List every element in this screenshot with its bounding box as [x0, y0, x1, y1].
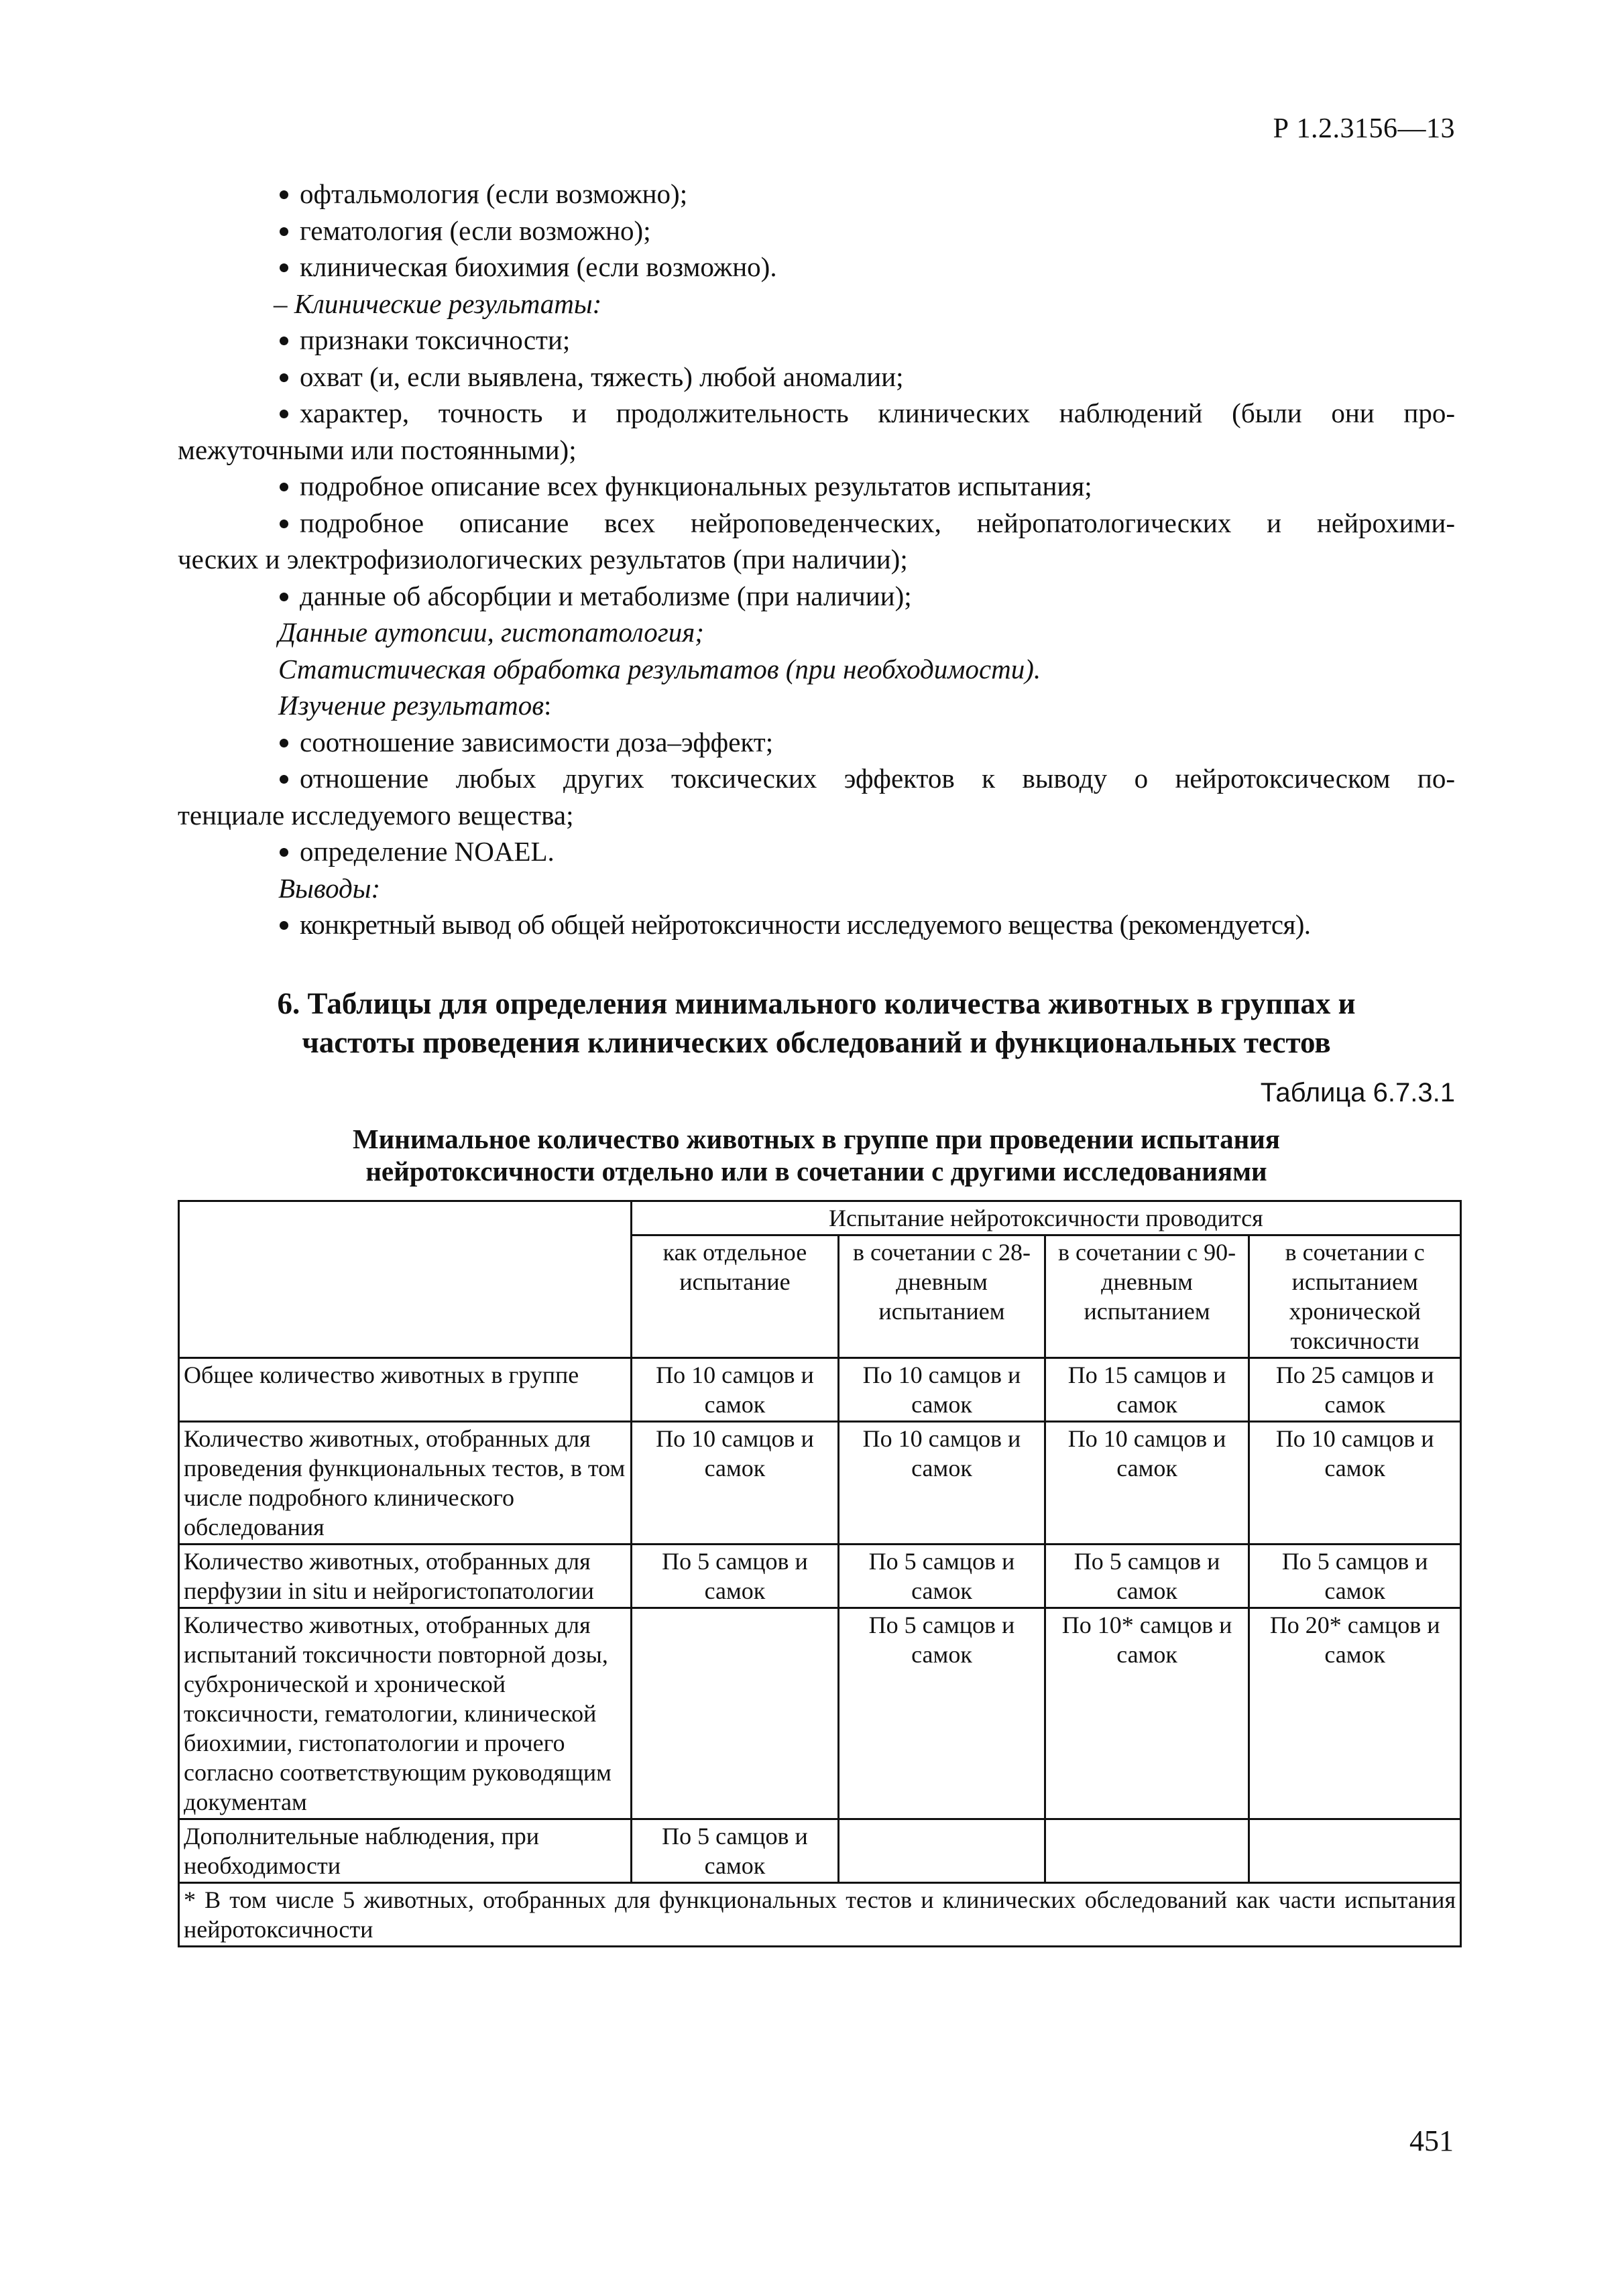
table-cell: [631, 1608, 838, 1819]
study-results-heading: [178, 687, 1455, 724]
bullet-item: [178, 833, 1455, 870]
column-header: в сочетании с 28-дневным испытанием: [839, 1235, 1045, 1358]
bullet-text: определение NOAEL.: [300, 836, 555, 867]
bullet-text: конкретный вывод об общей нейротоксичности исследуемого вещества (рекомендуется).: [300, 909, 1311, 940]
bullet-text: отношение любых других токсических эффектов к выводу о нейротоксическом по-: [300, 763, 1455, 794]
page-number: 451: [1409, 2124, 1454, 2157]
study-results-heading-text: Изучение результатов: [278, 690, 544, 721]
bullet-text: охват (и, если выявлена, тяжесть) любой аномалии;: [300, 361, 904, 392]
table-cell: По 5 самцов и самок: [631, 1819, 838, 1883]
table-row: [179, 1545, 1461, 1608]
bullet-item: [178, 760, 1455, 797]
bullet-item: [178, 468, 1455, 505]
table-title-line: нейротоксичности отдельно или в сочетании с другими исследованиями: [365, 1156, 1267, 1187]
body-text: [178, 176, 1455, 943]
statistics-heading: Статистическая обработка результатов (при необходимости).: [278, 653, 1041, 684]
column-header: в сочетании с испытанием хронической токсичности: [1249, 1235, 1461, 1358]
column-header: в сочетании с 90-дневным испытанием: [1045, 1235, 1249, 1358]
table-cell: По 5 самцов и самок: [1045, 1545, 1249, 1608]
table-cell: По 10 самцов и самок: [1249, 1422, 1461, 1545]
continuation-line: тенциале исследуемого вещества;: [178, 799, 574, 831]
table-label: Таблица 6.7.3.1: [1260, 1078, 1455, 1107]
bullet-text: подробное описание всех функциональных результатов испытания;: [300, 471, 1092, 501]
animal-count-table: [178, 1200, 1462, 1947]
row-label: Количество животных, отобранных для испытаний токсичности повторной дозы, субхронической и хронической токсичности, гематологии, клинической биохимии, гистопатологии и прочего согласно соответствующим руководящим документам: [179, 1608, 632, 1819]
table-cell: По 5 самцов и самок: [839, 1608, 1045, 1819]
bullet-item: [178, 322, 1455, 359]
table-row: [179, 1608, 1461, 1819]
table-row: [179, 1358, 1461, 1422]
table-cell: [839, 1819, 1045, 1883]
table-cell: По 10 самцов и самок: [839, 1358, 1045, 1422]
bullet-item: [178, 176, 1455, 213]
table-cell: По 25 самцов и самок: [1249, 1358, 1461, 1422]
table-cell: По 5 самцов и самок: [1249, 1545, 1461, 1608]
group-header-cell: Испытание нейротоксичности проводится: [631, 1201, 1460, 1235]
section-title-line: частоты проведения клинических обследований и функциональных тестов: [302, 1026, 1331, 1059]
empty-corner-cell: [179, 1201, 632, 1358]
table-footnote: * В том числе 5 животных, отобранных для функциональных тестов и клинических обследований как части испытания нейротоксичности: [179, 1883, 1461, 1947]
table-cell: [1249, 1819, 1461, 1883]
row-label: Дополнительные наблюдения, при необходимости: [179, 1819, 632, 1883]
table-title: [178, 1123, 1455, 1187]
table-header-row: [179, 1201, 1461, 1235]
table-cell: По 15 самцов и самок: [1045, 1358, 1249, 1422]
table-row: [179, 1819, 1461, 1883]
table-cell: По 10 самцов и самок: [1045, 1422, 1249, 1545]
column-header: как отдельное испытание: [631, 1235, 838, 1358]
table-title-line: Минимальное количество животных в группе при проведении испытания: [352, 1124, 1280, 1154]
continuation-line: ческих и электрофизиологических результатов (при наличии);: [178, 544, 908, 575]
bullet-text: гематология (если возможно);: [300, 215, 651, 246]
continuation-line: межуточными или постоянными);: [178, 434, 577, 465]
bullet-item: [178, 249, 1455, 286]
table-cell: По 5 самцов и самок: [631, 1545, 838, 1608]
table-cell: По 10 самцов и самок: [631, 1422, 838, 1545]
bullet-text: характер, точность и продолжительность клинических наблюдений (были они про-: [300, 398, 1455, 428]
bullet-item: [178, 505, 1455, 542]
study-results-colon: :: [544, 690, 552, 721]
row-label: Количество животных, отобранных для перфузии in situ и нейрогистопатологии: [179, 1545, 632, 1608]
table-cell: По 20* самцов и самок: [1249, 1608, 1461, 1819]
bullet-text: соотношение зависимости доза–эффект;: [300, 726, 774, 758]
bullet-item: [178, 213, 1455, 249]
table-cell: По 10* самцов и самок: [1045, 1608, 1249, 1819]
table-cell: По 5 самцов и самок: [839, 1545, 1045, 1608]
bullet-item: [178, 724, 1455, 761]
conclusions-heading: Выводы:: [278, 872, 381, 904]
bullet-item: [178, 906, 1455, 943]
row-label: Общее количество животных в группе: [179, 1358, 632, 1422]
autopsy-heading: Данные аутопсии, гистопатология;: [278, 617, 704, 648]
bullet-item: [178, 578, 1455, 615]
document-code: Р 1.2.3156—13: [1273, 113, 1455, 144]
section-title: [178, 984, 1455, 1062]
table-footnote-row: [179, 1883, 1461, 1947]
clinical-results-heading: – Клинические результаты:: [274, 288, 602, 319]
bullet-text: офтальмология (если возможно);: [300, 178, 688, 209]
row-label: Количество животных, отобранных для проведения функциональных тестов, в том числе подробного клинического обследования: [179, 1422, 632, 1545]
bullet-text: подробное описание всех нейроповеденческих, нейропатологических и нейрохими-: [300, 507, 1455, 538]
bullet-item: [178, 395, 1455, 432]
table-cell: По 10 самцов и самок: [839, 1422, 1045, 1545]
table-cell: По 10 самцов и самок: [631, 1358, 838, 1422]
table-row: [179, 1422, 1461, 1545]
bullet-text: клиническая биохимия (если возможно).: [300, 251, 777, 282]
bullet-text: признаки токсичности;: [300, 324, 571, 355]
bullet-text: данные об абсорбции и метаболизме (при наличии);: [300, 580, 912, 611]
bullet-item: [178, 359, 1455, 396]
table-cell: [1045, 1819, 1249, 1883]
section-title-line: 6. Таблицы для определения минимального количества животных в группах и: [277, 987, 1356, 1020]
